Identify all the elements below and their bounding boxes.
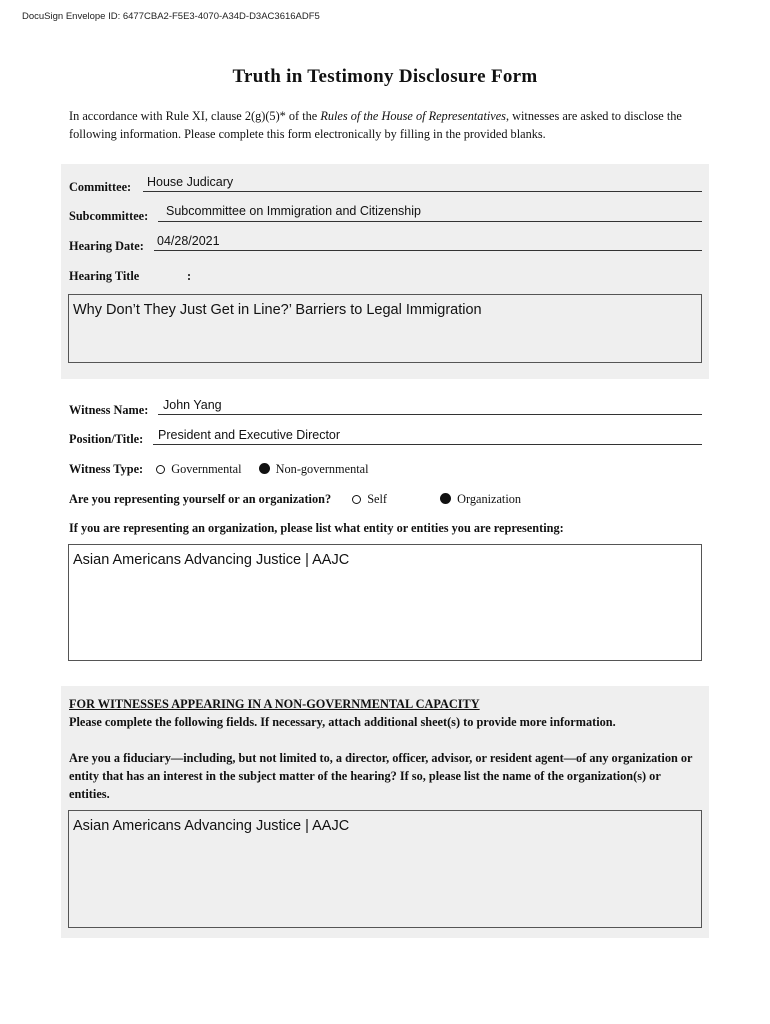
position-title-label: Position/Title: bbox=[69, 432, 144, 446]
governmental-label: Governmental bbox=[171, 462, 242, 476]
self-label: Self bbox=[367, 492, 387, 506]
representing-self-option[interactable] bbox=[352, 492, 387, 507]
hearing-title-field[interactable]: Why Don’t They Just Get in Line?’ Barriers to Legal Immigration bbox=[68, 294, 702, 363]
subcommittee-label: Subcommittee: bbox=[69, 209, 149, 223]
witness-type-governmental-option[interactable] bbox=[156, 462, 241, 477]
committee-label: Committee: bbox=[69, 180, 132, 194]
form-title: Truth in Testimony Disclosure Form bbox=[232, 66, 538, 87]
organization-label: Organization bbox=[457, 492, 522, 506]
hearing-date-line bbox=[154, 250, 702, 251]
hearing-title-label: Hearing Title bbox=[69, 269, 140, 283]
witness-type-label: Witness Type: bbox=[69, 462, 144, 476]
nongovernmental-instructions: Please complete the following fields. If necessary, attach additional sheet(s) to provide more information. bbox=[69, 715, 616, 729]
representing-label: Are you representing yourself or an organization? bbox=[69, 492, 332, 506]
fiduciary-field[interactable]: Asian Americans Advancing Justice | AAJC bbox=[68, 810, 702, 928]
radio-empty-icon[interactable] bbox=[156, 465, 165, 474]
fiduciary-question: Are you a fiduciary—including, but not limited to, a director, officer, advisor, or resident agent—of any organization or entity that has an interest in the subject matter of the hearing? If so, please list the name of the organization(s) or entities. bbox=[69, 751, 693, 801]
entities-field[interactable]: Asian Americans Advancing Justice | AAJC bbox=[68, 544, 702, 661]
entities-label: If you are representing an organization, please list what entity or entities you are representing: bbox=[69, 521, 564, 535]
position-title-field[interactable]: President and Executive Director bbox=[158, 428, 341, 442]
hearing-date-field[interactable]: 04/28/2021 bbox=[157, 234, 220, 248]
witness-type-row bbox=[69, 462, 369, 477]
position-title-line bbox=[153, 444, 702, 445]
witness-name-field[interactable]: John Yang bbox=[163, 398, 222, 412]
intro-rules-reference: Rules of the House of Representatives bbox=[320, 109, 506, 123]
intro-text-2: , witnesses are asked to disclose the following information. Please complete this form electronically by filling in the provided blanks. bbox=[69, 109, 682, 141]
nongovernmental-heading: FOR WITNESSES APPEARING IN A NON-GOVERNMENTAL CAPACITY bbox=[69, 697, 480, 711]
radio-selected-icon[interactable] bbox=[259, 463, 270, 474]
witness-name-label: Witness Name: bbox=[69, 403, 149, 417]
committee-field[interactable]: House Judicary bbox=[147, 175, 234, 189]
hearing-title-colon: : bbox=[187, 269, 192, 283]
subcommittee-field[interactable]: Subcommittee on Immigration and Citizenship bbox=[166, 204, 421, 218]
intro-paragraph bbox=[69, 107, 709, 143]
witness-type-nongovernmental-option[interactable] bbox=[259, 462, 369, 477]
hearing-date-label: Hearing Date: bbox=[69, 239, 144, 253]
docusign-envelope-id: DocuSign Envelope ID: 6477CBA2-F5E3-4070-A34D-D3AC3616ADF5 bbox=[22, 11, 320, 22]
representing-organization-option[interactable] bbox=[440, 492, 521, 507]
radio-selected-icon[interactable] bbox=[440, 493, 451, 504]
intro-text-1: In accordance with Rule XI, clause 2(g)(5)* of the bbox=[69, 109, 321, 123]
radio-empty-icon[interactable] bbox=[352, 495, 361, 504]
non-governmental-label: Non-governmental bbox=[275, 462, 369, 476]
committee-line bbox=[143, 191, 702, 192]
representing-row bbox=[69, 492, 521, 507]
subcommittee-line bbox=[158, 221, 702, 222]
witness-name-line bbox=[158, 414, 702, 415]
